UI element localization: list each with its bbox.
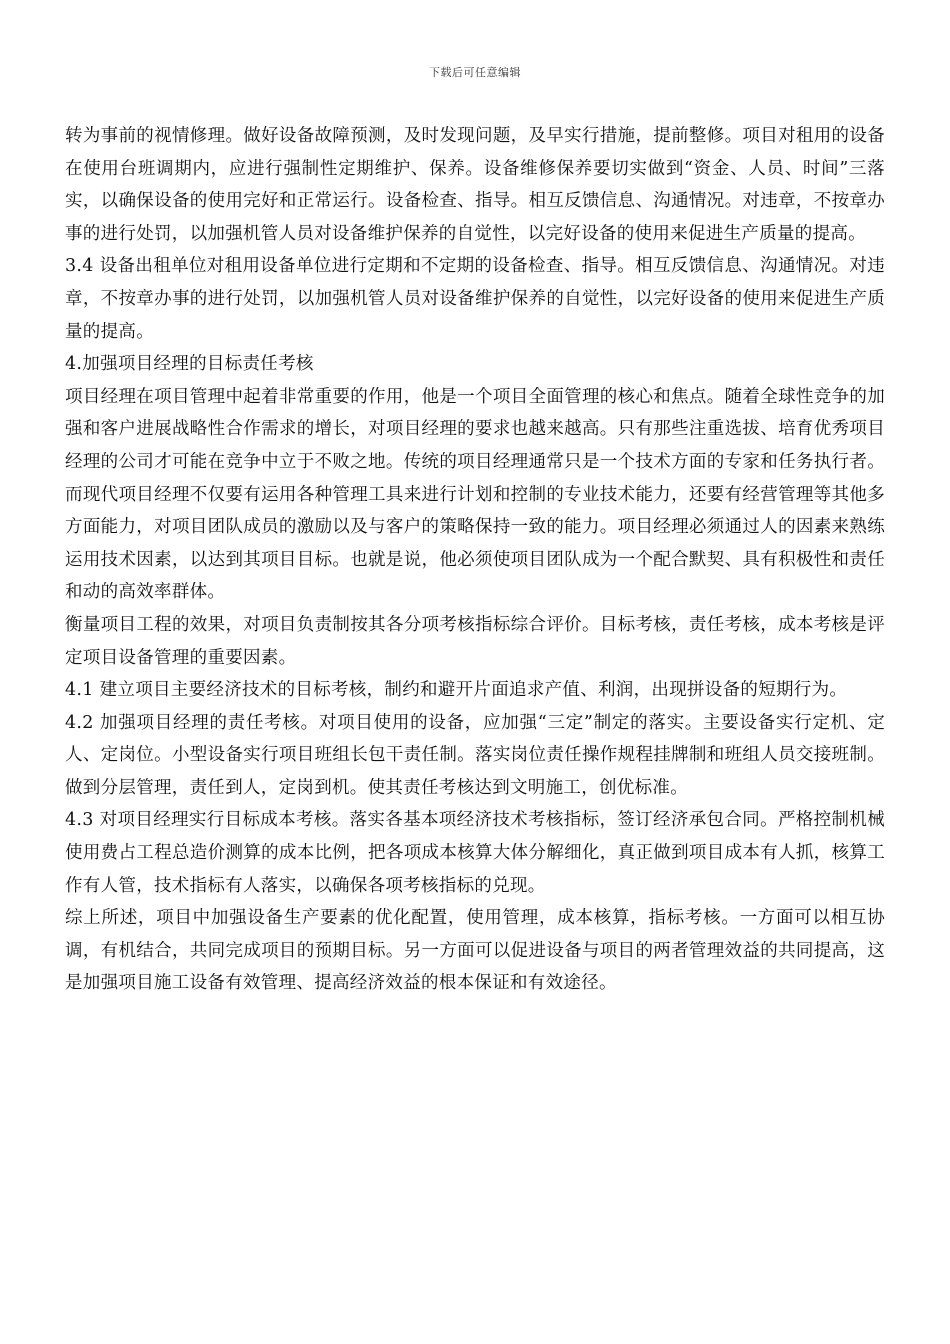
paragraph-4-3: 4.3 对项目经理实行目标成本考核。落实各基本项经济技术考核指标，签订经济承包合同。严格控制机械使用费占工程总造价测算的成本比例，把各项成本核算大体分解细化，真正做到项目成本有人抓，核算工作有人管，技术指标有人落实，以确保各项考核指标的兑现。 xyxy=(65,810,885,896)
section-heading-4: 4.加强项目经理的目标责任考核 xyxy=(65,354,314,375)
page-header: 下载后可任意编辑 xyxy=(429,66,521,79)
paragraph-maintenance: 转为事前的视情修理。做好设备故障预测，及时发现问题，及早实行措施，提前整修。项目对租用的设备在使用台班调期内，应进行强制性定期维护、保养。设备维修保养要切实做到“资金、人员、时间”三落实，以确保设备的使用完好和正常运行。设备检查、指导。相互反馈信息、沟通情况。对违章，不按章办事的进行处罚，以加强机管人员对设备维护保养的自觉性，以完好设备的使用来促进生产质量的提高。 xyxy=(65,126,885,244)
paragraph-evaluation: 衡量项目工程的效果，对项目负责制按其各分项考核指标综合评价。目标考核，责任考核，成本考核是评定项目设备管理的重要因素。 xyxy=(65,614,885,668)
paragraph-3-4: 3.4 设备出租单位对租用设备单位进行定期和不定期的设备检查、指导。相互反馈信息、沟通情况。对违章，不按章办事的进行处罚，以加强机管人员对设备维护保养的自觉性，以完好设备的使用来促进生产质量的提高。 xyxy=(65,256,885,342)
paragraph-4-2: 4.2 加强项目经理的责任考核。对项目使用的设备，应加强“三定”制定的落实。主要设备实行定机、定人、定岗位。小型设备实行项目班组长包干责任制。落实岗位责任操作规程挂牌制和班组人员交接班制。做到分层管理，责任到人，定岗到机。使其责任考核达到文明施工，创优标准。 xyxy=(65,712,885,798)
document-body xyxy=(65,120,885,1000)
paragraph-project-manager: 项目经理在项目管理中起着非常重要的作用，他是一个项目全面管理的核心和焦点。随着全球性竞争的加强和客户进展战略性合作需求的增长，对项目经理的要求也越来越高。只有那些注重选拔、培育优秀项目经理的公司才可能在竞争中立于不败之地。传统的项目经理通常只是一个技术方面的专家和任务执行者。而现代项目经理不仅要有运用各种管理工具来进行计划和控制的专业技术能力，还要有经营管理等其他多方面能力，对项目团队成员的激励以及与客户的策略保持一致的能力。项目经理必须通过人的因素来熟练运用技术因素，以达到其项目目标。也就是说，他必须使项目团队成为一个配合默契、具有积极性和责任和动的高效率群体。 xyxy=(65,386,885,603)
paragraph-conclusion: 综上所述，项目中加强设备生产要素的优化配置，使用管理，成本核算，指标考核。一方面可以相互协调，有机结合，共同完成项目的预期目标。另一方面可以促进设备与项目的两者管理效益的共同提高，这是加强项目施工设备有效管理、提高经济效益的根本保证和有效途径。 xyxy=(65,908,885,994)
paragraph-4-1: 4.1 建立项目主要经济技术的目标考核，制约和避开片面追求产值、利润，出现拼设备的短期行为。 xyxy=(65,680,848,701)
